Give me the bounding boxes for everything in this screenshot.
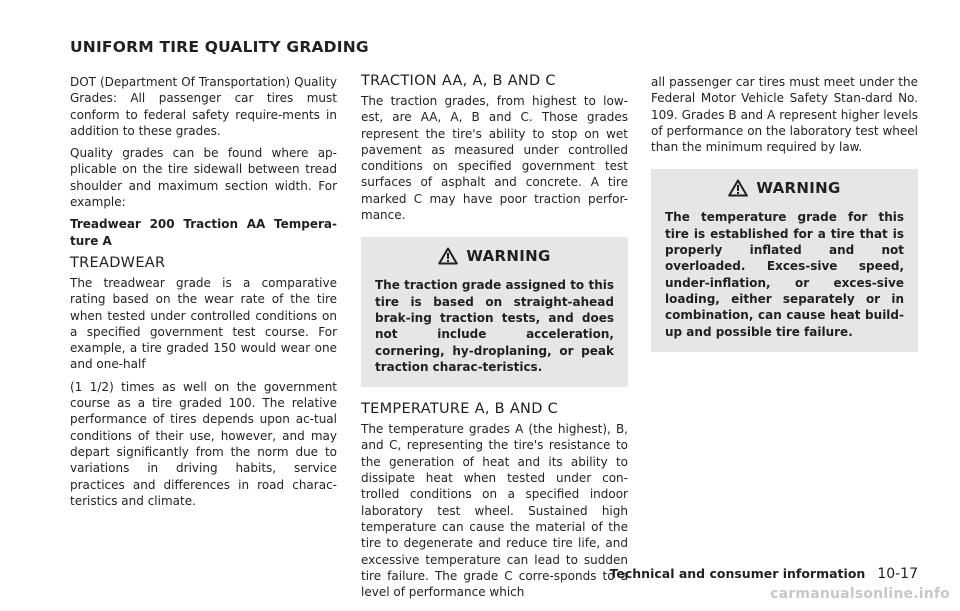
- traction-paragraph: The traction grades, from highest to low-est, are AA, A, B and C. Those grades represent the tire's ability to stop on wet pavement as measured under controlled conditions on specified government test surfaces of asphalt and concrete. A tire marked C may have poor traction perfor-mance.: [361, 94, 628, 223]
- page-title: UNIFORM TIRE QUALITY GRADING: [70, 38, 369, 56]
- footer-section-title: Technical and consumer information: [609, 566, 866, 581]
- column-1: [70, 74, 337, 515]
- treadwear-paragraph-1: The treadwear grade is a comparative rating based on the wear rate of the tire when tested under controlled conditions on a specified government test course. For example, a tire graded 150 would wear one and one-half: [70, 275, 337, 372]
- warning-label: WARNING: [756, 179, 841, 198]
- temperature-paragraph: The temperature grades A (the highest), B, and C, representing the tire's resistance to the generation of heat and its ability to dissipate heat when tested under con-trolled conditions on a specified indoor laboratory test wheel. Sustained high temperature can cause the material of the tire to degenerate and reduce tire life, and excessive temperature can lead to sudden tire failure. The grade C corre-sponds to a level of performance which: [361, 422, 628, 600]
- traction-warning-box: [361, 237, 628, 387]
- warning-triangle-icon: [438, 247, 458, 265]
- intro-paragraph: DOT (Department Of Transportation) Quality Grades: All passenger car tires must conform to federal safety require-ments in addition to these grades.: [70, 75, 337, 138]
- temperature-warning-text: The temperature grade for this tire is established for a tire that is properly inflated and not overloaded. Exces-sive speed, under-inflation, or exces-sive loading, either separately or in combination, can cause heat build-up and possible tire failure.: [665, 210, 904, 339]
- temperature-heading: TEMPERATURE A, B AND C: [361, 401, 558, 418]
- quality-grades-paragraph: Quality grades can be found where ap-plicable on the tire sidewall between tread shoulder and maximum section width. For example:: [70, 146, 337, 210]
- watermark: carmanualsonline.info: [770, 586, 950, 602]
- treadwear-paragraph-2: (1 1/2) times as well on the government course as a tire graded 100. The relative performance of tires depends upon ac-tual conditions of their use, however, and may depart significantly from the norm due to variations in driving habits, service practices and differences in road charac-teristics and climate.: [70, 379, 337, 508]
- warning-header: [665, 179, 904, 197]
- page-number: 10-17: [877, 566, 918, 582]
- example-grade-text: Treadwear 200 Traction AA Tempera-ture A: [70, 217, 337, 248]
- column-2: [361, 74, 628, 606]
- column-3: [651, 74, 918, 366]
- temperature-warning-box: [651, 169, 918, 351]
- traction-heading: TRACTION AA, A, B AND C: [361, 73, 556, 89]
- warning-label: WARNING: [466, 247, 551, 266]
- warning-triangle-icon: [728, 179, 748, 197]
- treadwear-heading: TREADWEAR: [70, 254, 166, 271]
- traction-warning-text: The traction grade assigned to this tire is based on straight-ahead brak-ing traction tests, and does not include acceleration, cornering, hy-droplaning, or peak traction charac-teristics.: [375, 278, 614, 374]
- temperature-continued-paragraph: all passenger car tires must meet under the Federal Motor Vehicle Safety Stan-dard No. 109. Grades B and A represent higher levels of performance on the laboratory test wheel than the minimum required by law.: [651, 75, 918, 155]
- warning-header: [375, 247, 614, 265]
- page-footer: [610, 566, 918, 582]
